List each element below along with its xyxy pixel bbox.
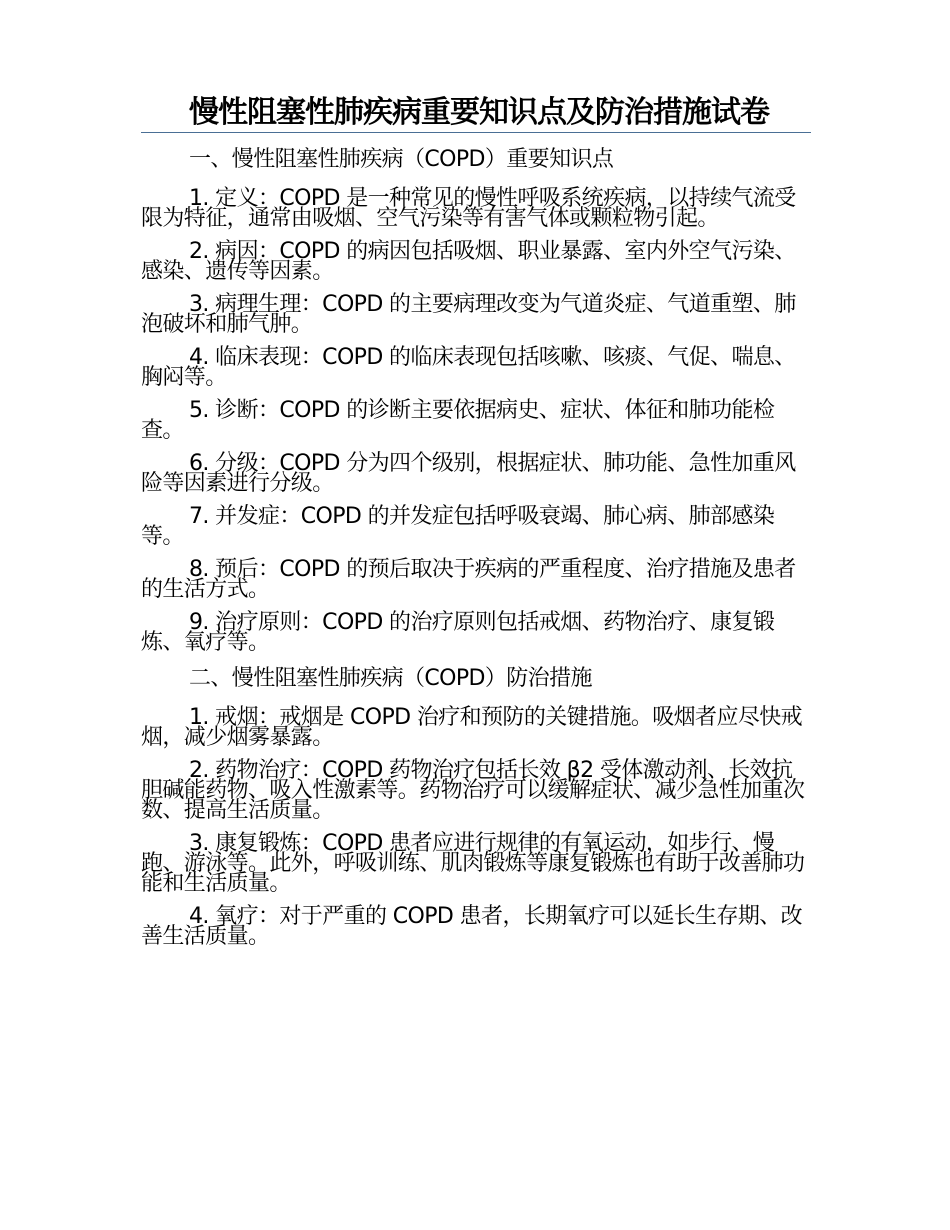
knowledge-item-diagnosis: 5. 诊断：COPD 的诊断主要依据病史、症状、体征和肺功能检查。 xyxy=(141,398,775,443)
section-heading-knowledge: 一、慢性阻塞性肺疾病（COPD）重要知识点 xyxy=(189,147,614,172)
knowledge-item-treatment-principles: 9. 治疗原则：COPD 的治疗原则包括戒烟、药物治疗、康复锻炼、氧疗等。 xyxy=(141,610,775,655)
title-underline xyxy=(141,132,811,133)
knowledge-item-grading: 6. 分级：COPD 分为四个级别，根据症状、肺功能、急性加重风险等因素进行分级。 xyxy=(141,451,796,496)
document-page xyxy=(141,95,811,960)
prevention-item-rehabilitation: 3. 康复锻炼：COPD 患者应进行规律的有氧运动，如步行、慢跑、游泳等。此外，呼吸训练、肌肉锻炼等康复锻炼也有助于改善肺功能和生活质量。 xyxy=(141,831,805,896)
document-title: 慢性阻塞性肺疾病重要知识点及防治措施试卷 xyxy=(189,95,769,130)
knowledge-item-definition: 1. 定义：COPD 是一种常见的慢性呼吸系统疾病，以持续气流受限为特征，通常由吸烟、空气污染等有害气体或颗粒物引起。 xyxy=(141,186,796,231)
knowledge-item-clinical-manifestations: 4. 临床表现：COPD 的临床表现包括咳嗽、咳痰、气促、喘息、胸闷等。 xyxy=(141,345,796,390)
knowledge-item-causes: 2. 病因：COPD 的病因包括吸烟、职业暴露、室内外空气污染、感染、遗传等因素。 xyxy=(141,239,796,284)
knowledge-item-pathophysiology: 3. 病理生理：COPD 的主要病理改变为气道炎症、气道重塑、肺泡破坏和肺气肿。 xyxy=(141,292,796,337)
knowledge-item-prognosis: 8. 预后：COPD 的预后取决于疾病的严重程度、治疗措施及患者的生活方式。 xyxy=(141,557,796,602)
section-heading-prevention: 二、慢性阻塞性肺疾病（COPD）防治措施 xyxy=(189,666,592,691)
knowledge-item-complications: 7. 并发症：COPD 的并发症包括呼吸衰竭、肺心病、肺部感染等。 xyxy=(141,504,775,549)
prevention-item-drug-therapy: 2. 药物治疗：COPD 药物治疗包括长效 β2 受体激动剂、长效抗胆碱能药物、吸入性激素等。药物治疗可以缓解症状、减少急性加重次数、提高生活质量。 xyxy=(141,758,805,823)
prevention-item-oxygen-therapy: 4. 氧疗：对于严重的 COPD 患者，长期氧疗可以延长生存期、改善生活质量。 xyxy=(141,904,803,949)
prevention-item-smoking-cessation: 1. 戒烟：戒烟是 COPD 治疗和预防的关键措施。吸烟者应尽快戒烟，减少烟雾暴露。 xyxy=(141,705,803,750)
